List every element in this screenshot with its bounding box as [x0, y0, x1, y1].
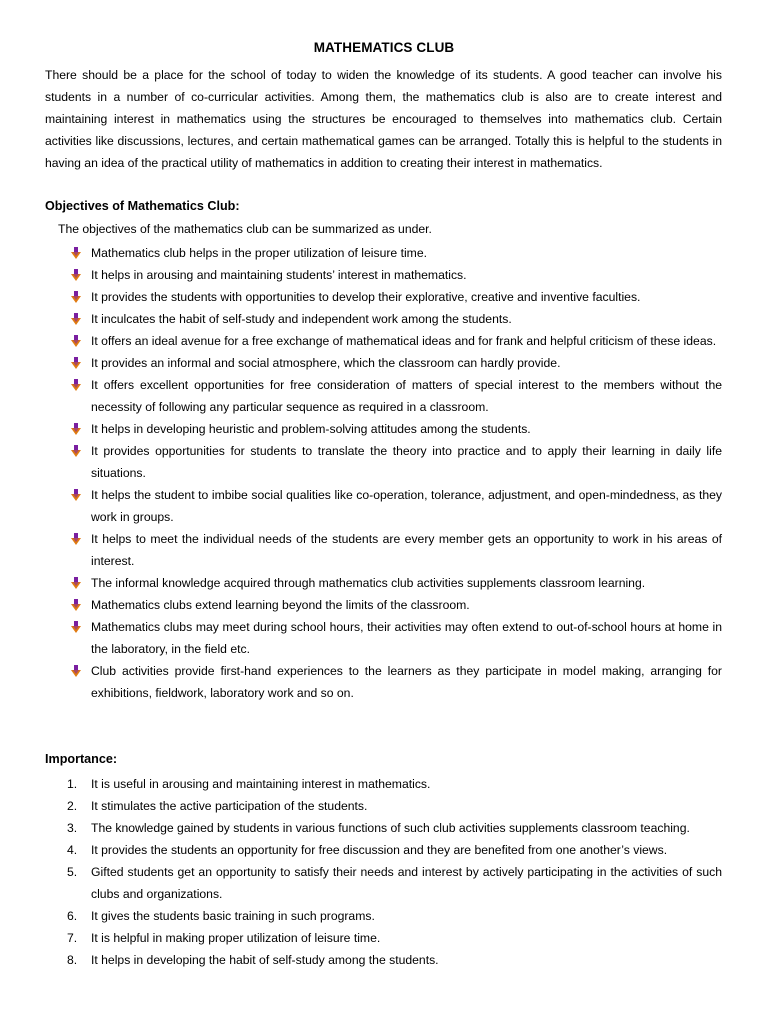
- importance-text: It gives the students basic training in such programs.: [91, 909, 375, 923]
- objectives-list: [45, 242, 722, 704]
- importance-item: [45, 839, 722, 861]
- importance-heading: Importance:: [45, 752, 118, 766]
- arrow-down-bullet-icon: [71, 313, 81, 325]
- arrow-down-bullet-icon: [71, 533, 81, 545]
- item-number: 8.: [67, 953, 78, 967]
- objective-item: [45, 418, 722, 440]
- importance-item: [45, 905, 722, 927]
- importance-item: [45, 949, 722, 971]
- importance-text: It provides the students an opportunity for free discussion and they are benefited from one another’s views.: [91, 843, 668, 857]
- objective-text: It helps in arousing and maintaining students’ interest in mathematics.: [91, 268, 467, 282]
- arrow-down-bullet-icon: [71, 423, 81, 435]
- objective-text: Mathematics club helps in the proper utilization of leisure time.: [91, 246, 427, 260]
- arrow-down-bullet-icon: [71, 445, 81, 457]
- objective-item: [45, 308, 722, 330]
- item-number: 4.: [67, 843, 78, 857]
- objective-item: [45, 374, 722, 418]
- objective-item: [45, 286, 722, 308]
- importance-text: It stimulates the active participation of the students.: [91, 799, 368, 813]
- importance-text: It is helpful in making proper utilization of leisure time.: [91, 931, 381, 945]
- page-title: MATHEMATICS CLUB: [313, 40, 455, 55]
- objective-text: It helps the student to imbibe social qualities like co-operation, tolerance, adjustment, and open-mindedness, as they work in groups.: [91, 488, 722, 524]
- arrow-down-bullet-icon: [71, 357, 81, 369]
- objective-text: It offers an ideal avenue for a free exchange of mathematical ideas and for frank and helpful criticism of these ideas.: [91, 334, 717, 348]
- arrow-down-bullet-icon: [71, 489, 81, 501]
- objective-text: It helps in developing heuristic and problem-solving attitudes among the students.: [91, 422, 531, 436]
- objective-text: Club activities provide first-hand experiences to the learners as they participate in model making, arranging for exhibitions, fieldwork, laboratory work and so on.: [91, 664, 722, 700]
- item-number: 3.: [67, 821, 78, 835]
- item-number: 5.: [67, 865, 78, 879]
- arrow-down-bullet-icon: [71, 335, 81, 347]
- importance-item: [45, 817, 722, 839]
- objective-item: [45, 352, 722, 374]
- arrow-down-bullet-icon: [71, 621, 81, 633]
- importance-item: [45, 773, 722, 795]
- arrow-down-bullet-icon: [71, 379, 81, 391]
- objectives-heading: Objectives of Mathematics Club:: [45, 199, 240, 213]
- objective-item: [45, 440, 722, 484]
- objective-text: The informal knowledge acquired through mathematics club activities supplements classroom learning.: [91, 576, 646, 590]
- importance-item: [45, 927, 722, 949]
- importance-text: It helps in developing the habit of self-study among the students.: [91, 953, 439, 967]
- arrow-down-bullet-icon: [71, 577, 81, 589]
- item-number: 6.: [67, 909, 78, 923]
- objective-item: [45, 594, 722, 616]
- objective-text: It provides the students with opportunities to develop their explorative, creative and inventive faculties.: [91, 290, 641, 304]
- arrow-down-bullet-icon: [71, 291, 81, 303]
- item-number: 7.: [67, 931, 78, 945]
- item-number: 2.: [67, 799, 78, 813]
- objective-item: [45, 660, 722, 704]
- objective-text: It provides an informal and social atmosphere, which the classroom can hardly provide.: [91, 356, 561, 370]
- objective-text: It offers excellent opportunities for free consideration of matters of special interest to the members without the necessity of following any particular sequence as required in a classroom.: [91, 378, 722, 414]
- importance-text: Gifted students get an opportunity to satisfy their needs and interest by actively participating in the activities of such clubs and organizations.: [91, 865, 722, 901]
- objective-item: [45, 484, 722, 528]
- objective-text: Mathematics clubs may meet during school hours, their activities may often extend to out-of-school hours at home in the laboratory, in the field etc.: [91, 620, 722, 656]
- importance-list: [45, 773, 722, 971]
- objective-item: [45, 330, 722, 352]
- objective-item: [45, 242, 722, 264]
- objective-text: It helps to meet the individual needs of the students are every member gets an opportunity to work in his areas of interest.: [91, 532, 722, 568]
- objective-item: [45, 528, 722, 572]
- arrow-down-bullet-icon: [71, 269, 81, 281]
- importance-text: It is useful in arousing and maintaining interest in mathematics.: [91, 777, 431, 791]
- objective-item: [45, 264, 722, 286]
- objectives-lead: The objectives of the mathematics club can be summarized as under.: [58, 222, 432, 236]
- importance-item: [45, 795, 722, 817]
- importance-text: The knowledge gained by students in various functions of such club activities supplements classroom teaching.: [91, 821, 690, 835]
- arrow-down-bullet-icon: [71, 247, 81, 259]
- item-number: 1.: [67, 777, 78, 791]
- objective-text: Mathematics clubs extend learning beyond the limits of the classroom.: [91, 598, 470, 612]
- objective-text: It inculcates the habit of self-study and independent work among the students.: [91, 312, 512, 326]
- arrow-down-bullet-icon: [71, 665, 81, 677]
- objective-item: [45, 616, 722, 660]
- importance-item: [45, 861, 722, 905]
- objective-item: [45, 572, 722, 594]
- intro-paragraph: There should be a place for the school of today to widen the knowledge of its students. A good teacher can involve his students in a number of co-curricular activities. Among them, the mathematics club is also are to create interest and maintaining interest in mathematics using the structures be encouraged to themselves into mathematics club. Certain activities like discussions, lectures, and certain mathematical games can be arranged. Totally this is helpful to the students in having an idea of the practical utility of mathematics in addition to creating their interest in mathematics.: [45, 68, 722, 170]
- objective-text: It provides opportunities for students to translate the theory into practice and to apply their learning in daily life situations.: [91, 444, 722, 480]
- arrow-down-bullet-icon: [71, 599, 81, 611]
